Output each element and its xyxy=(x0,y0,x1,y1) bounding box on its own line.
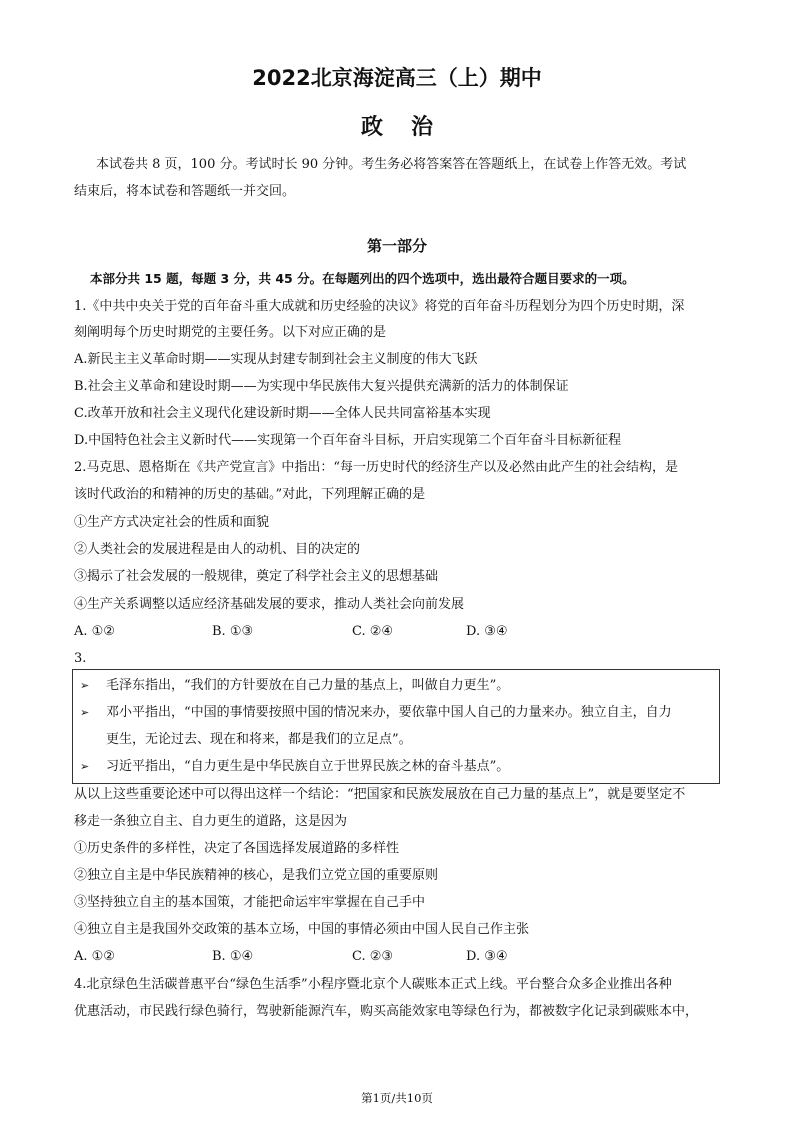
quote-line: 更生，无论过去、现在和将来，都是我们的立足点”。 xyxy=(106,732,412,747)
answer-option: A.新民主主义革命时期——实现从封建专制到社会主义制度的伟大飞跃 xyxy=(74,352,478,367)
answer-option: C.改革开放和社会主义现代化建设新时期——全体人民共同富裕基本实现 xyxy=(74,406,491,421)
statement-item: ④生产关系调整以适应经济基础发展的要求，推动人类社会向前发展 xyxy=(74,597,465,612)
question-stem: 2.马克思、恩格斯在《共产党宣言》中指出：“每一历史时代的经济生产以及必然由此产生的社会结构，是 xyxy=(74,460,679,475)
answer-choice: D. ③④ xyxy=(466,949,508,964)
answer-choice: C. ②④ xyxy=(352,624,394,639)
question-stem: 该时代政治的和精神的历史的基础。”对此，下列理解正确的是 xyxy=(74,487,426,502)
section-title: 第一部分 xyxy=(366,237,427,255)
answer-choice: D. ③④ xyxy=(466,624,508,639)
intro-line: 结束后，将本试卷和答题纸一并交回。 xyxy=(74,184,296,199)
question-stem: 4.北京绿色生活碳普惠平台“绿色生活季”小程序暨北京个人碳账本正式上线。平台整合众多企业推出各种 xyxy=(74,977,672,992)
arrow-bullet-icon: ➢ xyxy=(80,706,90,719)
quote-line: 毛泽东指出，“我们的方针要放在自己力量的基点上，叫做自力更生”。 xyxy=(106,678,510,693)
statement-item: ①历史条件的多样性，决定了各国选择发展道路的多样性 xyxy=(74,841,400,856)
statement-item: ④独立自主是我国外交政策的基本立场，中国的事情必须由中国人民自己作主张 xyxy=(74,922,530,937)
statement-item: ②独立自主是中华民族精神的核心，是我们立党立国的重要原则 xyxy=(74,868,439,883)
question-stem: 从以上这些重要论述中可以得出这样一个结论：“把国家和民族发展放在自己力量的基点上”，就是要坚定不 xyxy=(74,787,686,802)
answer-choice: A. ①② xyxy=(74,624,115,639)
intro-line: 本试卷共 8 页，100 分。考试时长 90 分钟。考生务必将答案答在答题纸上，在试卷上作答无效。考试 xyxy=(96,157,687,172)
arrow-bullet-icon: ➢ xyxy=(80,760,90,773)
answer-option: D.中国特色社会主义新时代——实现第一个百年奋斗目标，开启实现第二个百年奋斗目标新征程 xyxy=(74,433,622,448)
question-stem: 刻阐明每个历史时期党的主要任务。以下对应正确的是 xyxy=(74,325,387,340)
answer-option: B.社会主义革命和建设时期——为实现中华民族伟大复兴提供充满新的活力的体制保证 xyxy=(74,379,569,394)
page-footer: 第1页/共10页 xyxy=(361,1091,433,1105)
question-number: 3. xyxy=(74,651,87,666)
exam-title: 2022北京海淀高三（上）期中 xyxy=(252,66,542,90)
statement-item: ①生产方式决定社会的性质和面貌 xyxy=(74,515,270,530)
answer-choice: B. ①④ xyxy=(212,949,254,964)
answer-choice: C. ②③ xyxy=(352,949,394,964)
statement-item: ②人类社会的发展进程是由人的动机、目的决定的 xyxy=(74,542,361,557)
statement-item: ③揭示了社会发展的一般规律，奠定了科学社会主义的思想基础 xyxy=(74,569,439,584)
arrow-bullet-icon: ➢ xyxy=(80,679,90,692)
quote-line: 习近平指出，“自力更生是中华民族自立于世界民族之林的奋斗基点”。 xyxy=(106,759,510,774)
answer-choice: B. ①③ xyxy=(212,624,254,639)
quote-line: 邓小平指出，“中国的事情要按照中国的情况来办，要依靠中国人自己的力量来办。独立自主，自力 xyxy=(106,705,672,720)
statement-item: ③坚持独立自主的基本国策，才能把命运牢牢掌握在自己手中 xyxy=(74,895,426,910)
section-instruction: 本部分共 15 题，每题 3 分，共 45 分。在每题列出的四个选项中，选出最符合题目要求的一项。 xyxy=(90,271,635,286)
subject-title: 政治 xyxy=(360,115,461,140)
answer-choice: A. ①② xyxy=(74,949,115,964)
question-stem: 移走一条独立自主、自力更生的道路，这是因为 xyxy=(74,814,348,829)
question-stem: 优惠活动，市民践行绿色骑行，驾驶新能源汽车，购买高能效家电等绿色行为，都被数字化记录到碳账本中， xyxy=(74,1004,699,1019)
question-stem: 1.《中共中央关于党的百年奋斗重大成就和历史经验的决议》将党的百年奋斗历程划分为四个历史时期，深 xyxy=(74,299,685,314)
